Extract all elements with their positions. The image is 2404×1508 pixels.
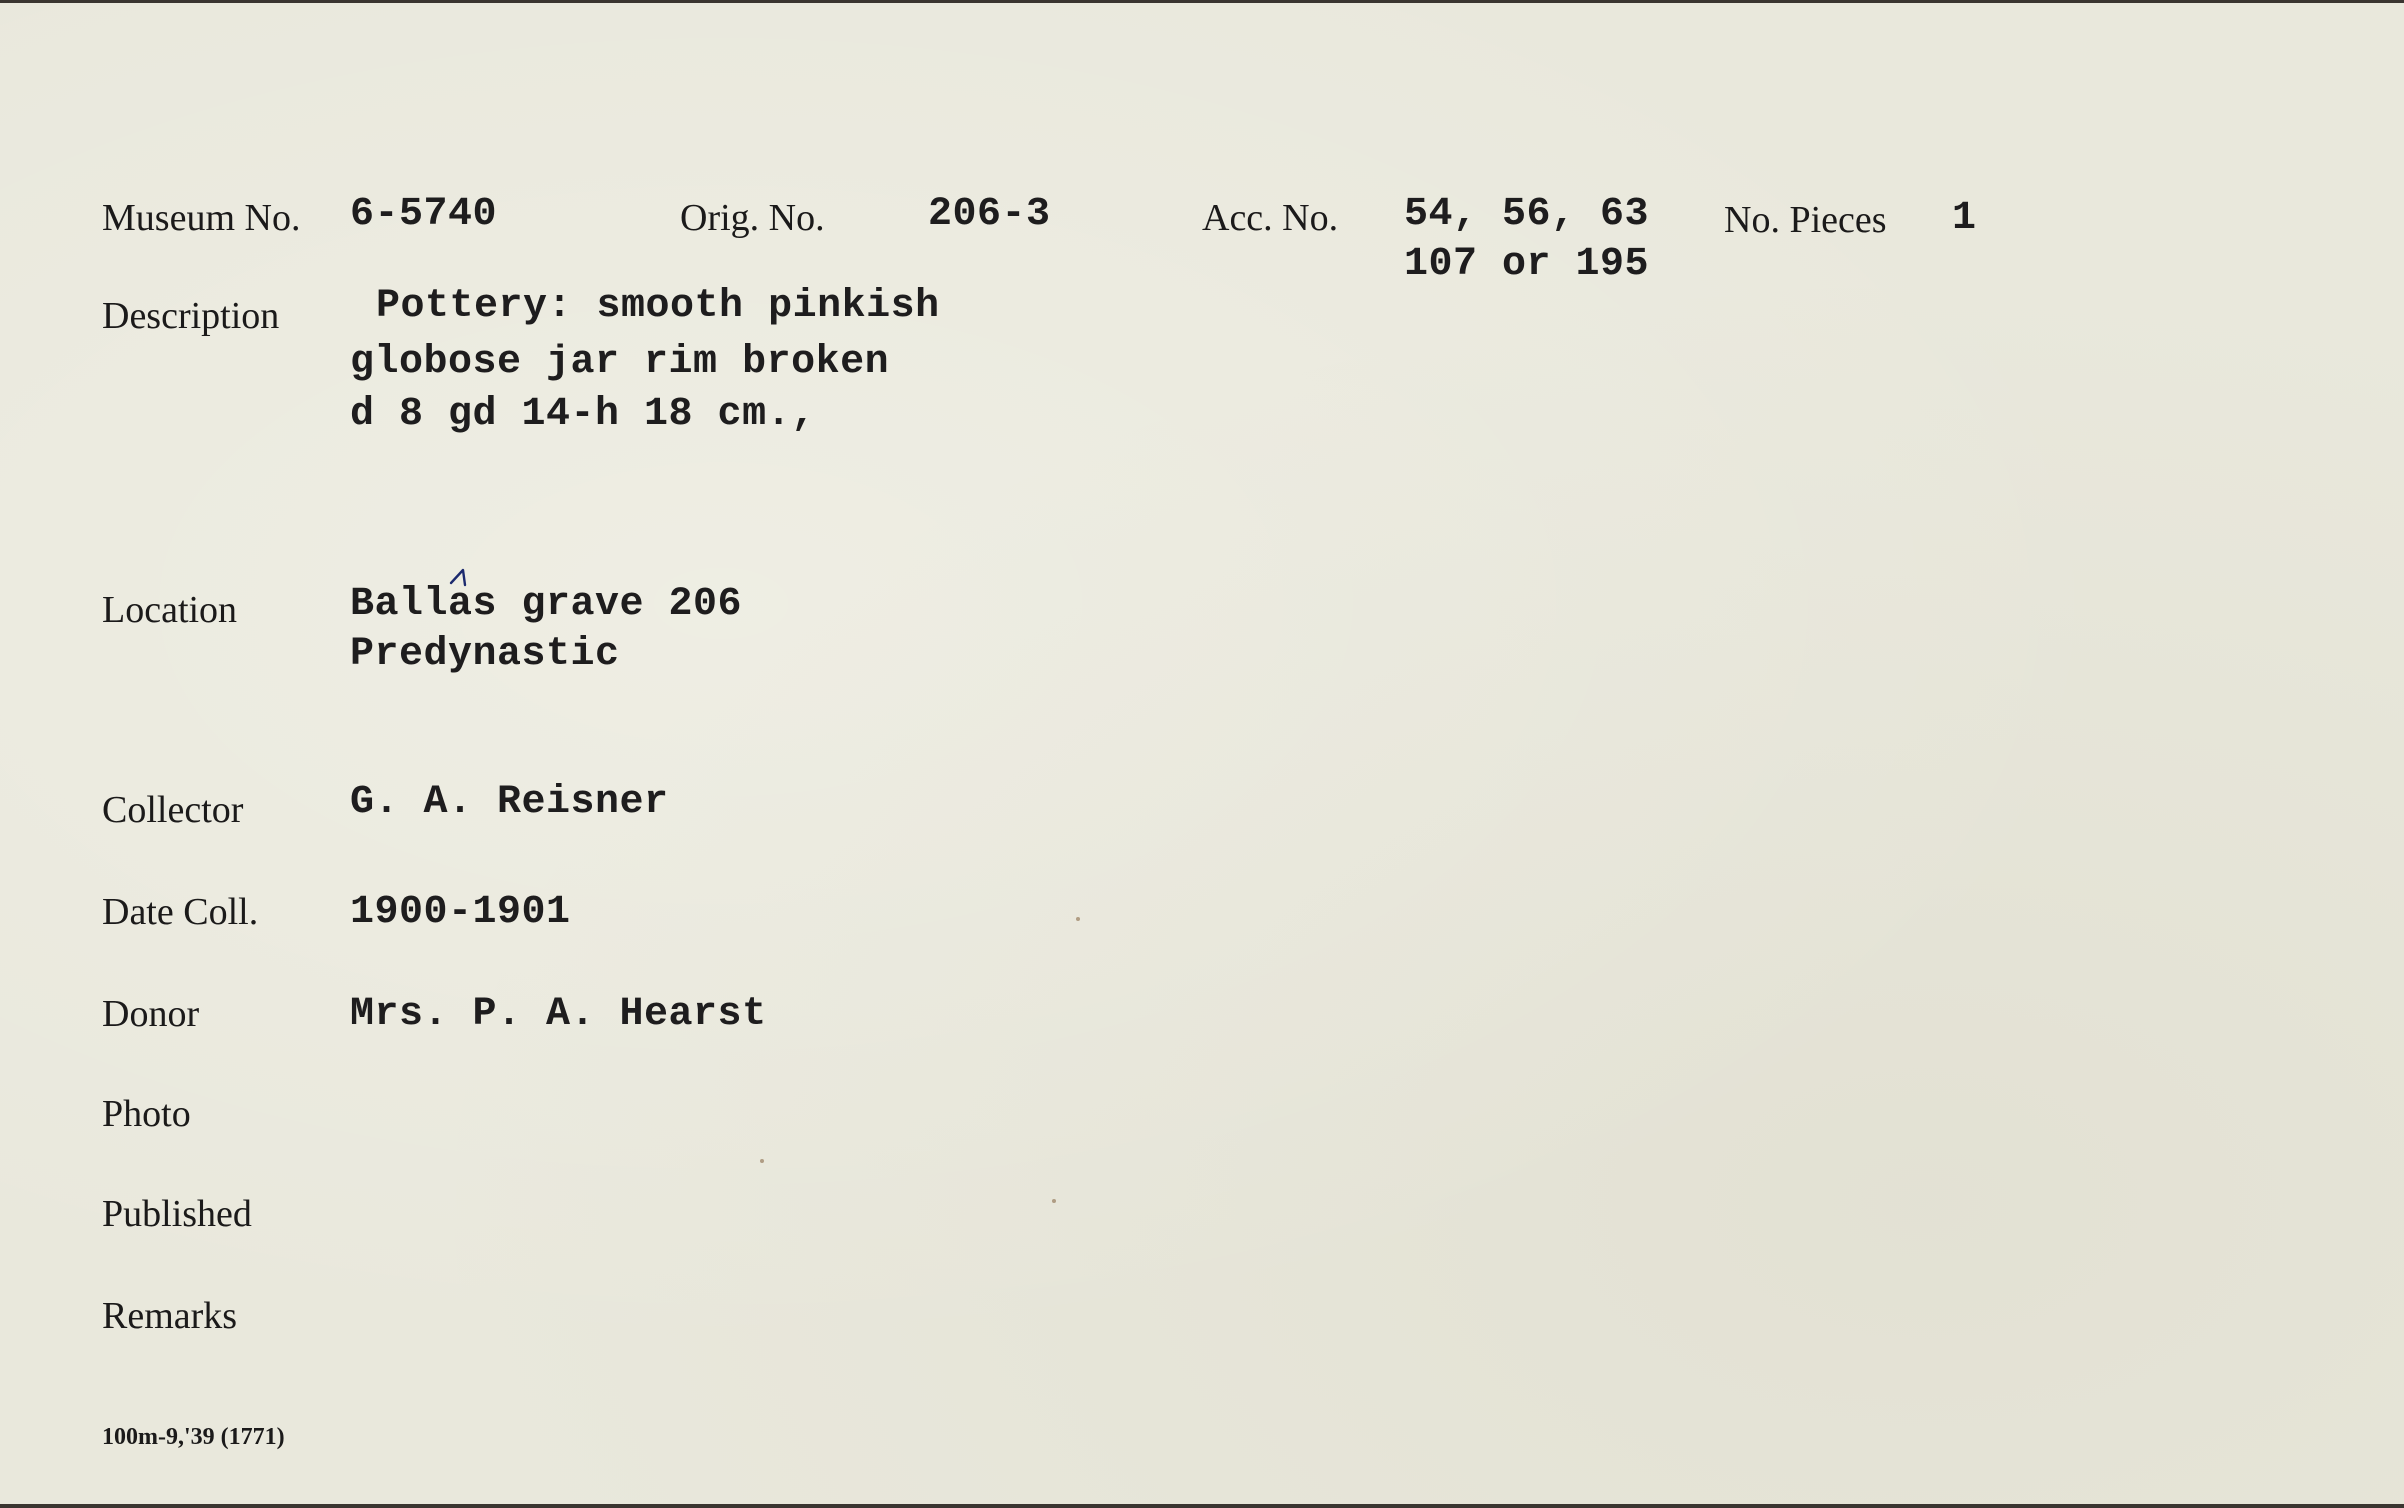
description-label: Description — [102, 295, 280, 337]
acc-no-value-line2: 107 or 195 — [1404, 242, 1650, 287]
description-line: Pottery: smooth pinkish — [376, 284, 940, 329]
no-pieces-label: No. Pieces — [1724, 199, 1887, 241]
description-line: d 8 gd 14-h 18 cm., — [350, 392, 816, 437]
photo-label: Photo — [102, 1093, 191, 1135]
donor-label: Donor — [102, 993, 200, 1035]
no-pieces-value: 1 — [1952, 196, 1977, 241]
description-line: globose jar rim broken — [350, 340, 890, 385]
donor-value: Mrs. P. A. Hearst — [350, 992, 767, 1037]
acc-no-value-line1: 54, 56, 63 — [1404, 192, 1650, 237]
card-speck — [760, 1159, 764, 1163]
orig-no-label: Orig. No. — [680, 197, 825, 239]
museum-no-label: Museum No. — [102, 197, 301, 239]
remarks-label: Remarks — [102, 1295, 238, 1337]
location-line: Predynastic — [350, 632, 620, 677]
date-coll-value: 1900-1901 — [350, 890, 571, 935]
date-coll-label: Date Coll. — [102, 891, 259, 933]
orig-no-value: 206-3 — [928, 192, 1051, 237]
handwritten-accent-mark — [448, 565, 474, 589]
form-code: 100m-9,'39 (1771) — [102, 1424, 285, 1450]
card-speck — [1076, 917, 1080, 921]
collector-value: G. A. Reisner — [350, 780, 669, 825]
card-speck — [1052, 1199, 1056, 1203]
location-line: Ballas grave 206 — [350, 582, 743, 627]
acc-no-label: Acc. No. — [1202, 197, 1339, 239]
collector-label: Collector — [102, 789, 244, 831]
published-label: Published — [102, 1193, 252, 1235]
location-label: Location — [102, 589, 238, 631]
museum-no-value: 6-5740 — [350, 192, 498, 237]
